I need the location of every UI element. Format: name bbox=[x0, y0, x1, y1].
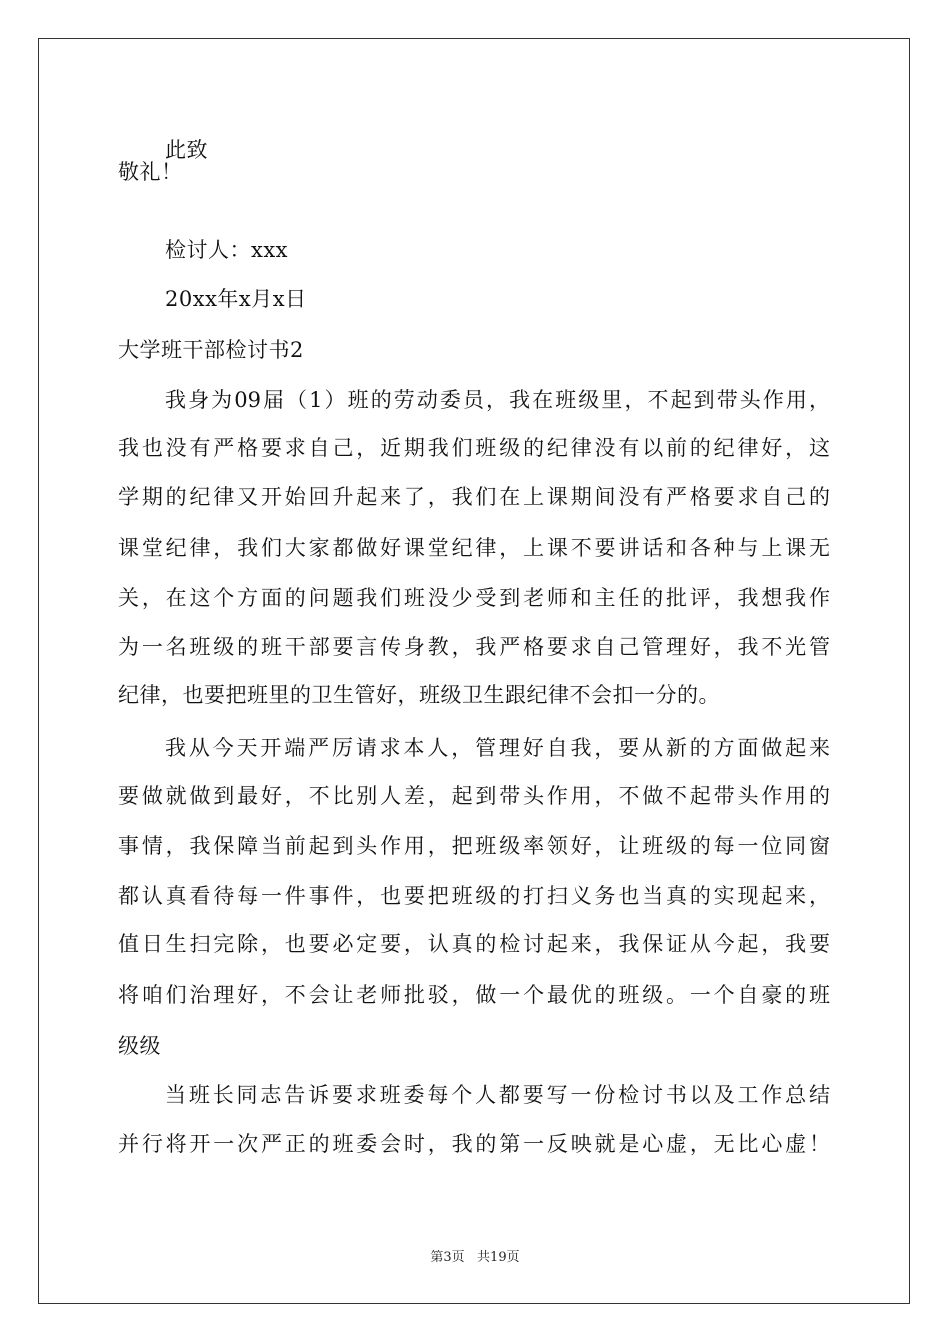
paragraph-2-line: 我从今天开端严厉请求本人，管理好自我，要从新的方面做起来 bbox=[165, 736, 830, 760]
closing-regards: 敬礼！ bbox=[118, 160, 183, 184]
paragraph-2-line: 都认真看待每一件事件，也要把班级的打扫义务也当真的实现起来， bbox=[118, 884, 830, 908]
page-border bbox=[38, 38, 910, 1304]
paragraph-1-line: 我也没有严格要求自己，近期我们班级的纪律没有以前的纪律好，这 bbox=[118, 436, 830, 460]
paragraph-1-line: 课堂纪律，我们大家都做好课堂纪律，上课不要讲话和各种与上课无 bbox=[118, 536, 830, 560]
paragraph-1-line: 学期的纪律又开始回升起来了，我们在上课期间没有严格要求自己的 bbox=[118, 485, 830, 509]
section-title: 大学班干部检讨书2 bbox=[118, 338, 304, 362]
closing-salutation: 此致 bbox=[165, 138, 208, 162]
paragraph-1-line: 为一名班级的班干部要言传身教，我严格要求自己管理好，我不光管 bbox=[118, 635, 830, 659]
page-number-footer: 第3页 共19页 bbox=[430, 1250, 520, 1265]
date-line: 20xx年x月x日 bbox=[165, 287, 307, 311]
paragraph-1-line: 关，在这个方面的问题我们班没少受到老师和主任的批评，我想我作 bbox=[118, 586, 830, 610]
paragraph-2-line: 将咱们治理好，不会让老师批驳，做一个最优的班级。一个自豪的班 bbox=[118, 983, 830, 1007]
paragraph-1-line: 纪律，也要把班里的卫生管好，班级卫生跟纪律不会扣一分的。 bbox=[118, 683, 720, 707]
paragraph-2-line: 级级 bbox=[118, 1034, 161, 1058]
paragraph-2-line: 要做就做到最好，不比别人差，起到带头作用，不做不起带头作用的 bbox=[118, 784, 830, 808]
paragraph-3-line: 并行将开一次严正的班委会时，我的第一反映就是心虚，无比心虚！ bbox=[118, 1132, 830, 1156]
paragraph-2-line: 值日生扫完除，也要必定要，认真的检讨起来，我保证从今起，我要 bbox=[118, 932, 830, 956]
paragraph-1-line: 我身为09届（1）班的劳动委员，我在班级里，不起到带头作用， bbox=[165, 388, 830, 412]
paragraph-3-line: 当班长同志告诉要求班委每个人都要写一份检讨书以及工作总结 bbox=[165, 1083, 830, 1107]
paragraph-2-line: 事情，我保障当前起到头作用，把班级率领好，让班级的每一位同窗 bbox=[118, 834, 830, 858]
signer-line: 检讨人：xxx bbox=[165, 238, 289, 262]
